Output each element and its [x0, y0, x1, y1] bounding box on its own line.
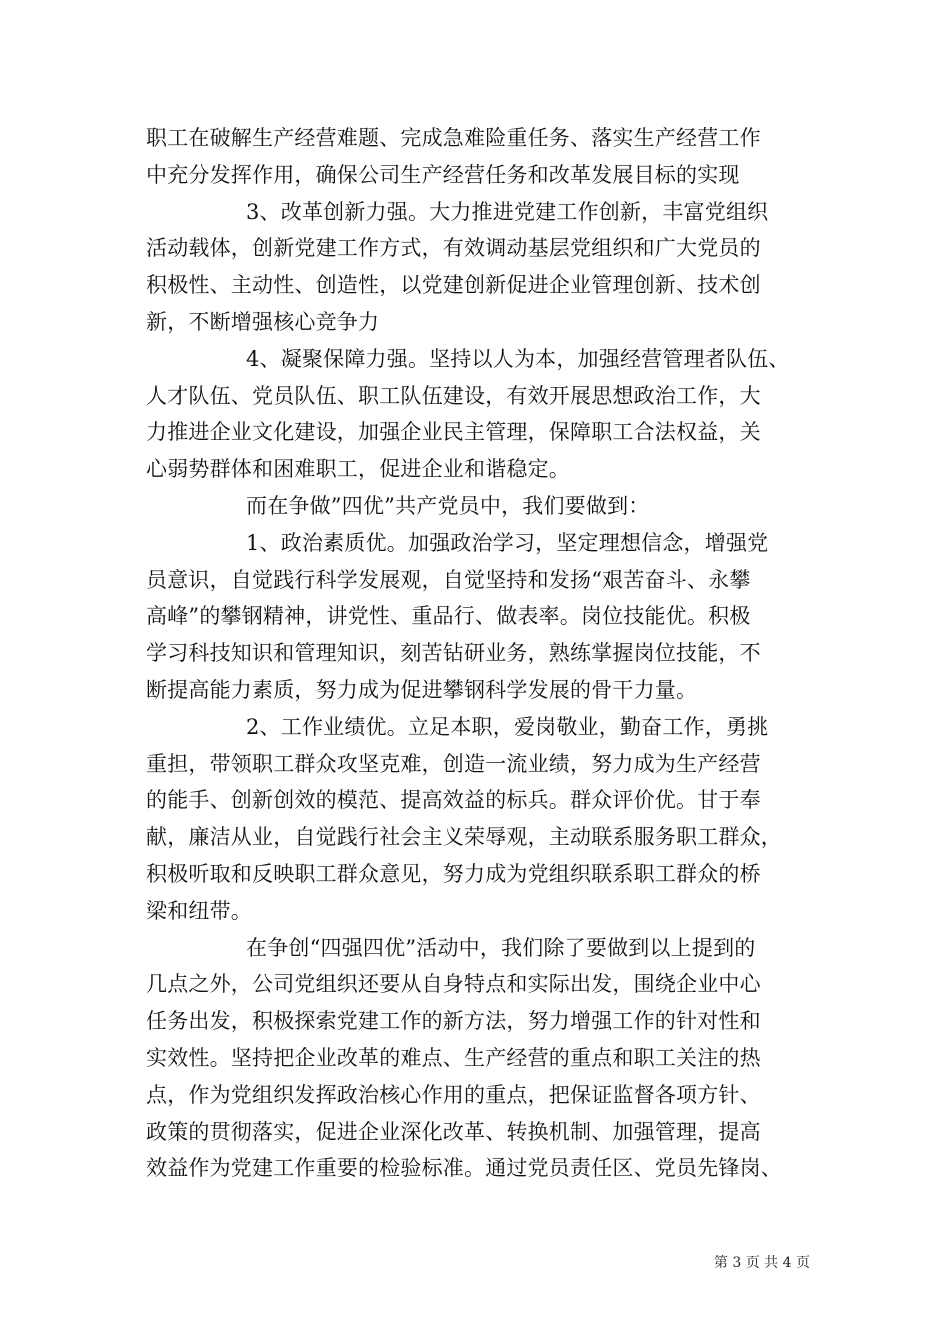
- text-line: 重担，带领职工群众攻坚克难，创造一流业绩，努力成为生产经营: [146, 751, 761, 776]
- text-line: 新，不断增强核心竞争力: [146, 309, 380, 334]
- text-line: 中充分发挥作用，确保公司生产经营任务和改革发展目标的实现: [146, 162, 740, 187]
- text-line: 人才队伍、党员队伍、职工队伍建设，有效开展思想政治工作，大: [146, 383, 761, 408]
- page-number: 第 3 页 共 4 页: [713, 1255, 810, 1271]
- text-line: 高峰”的攀钢精神，讲党性、重品行、做表率。岗位技能优。积极: [146, 604, 751, 629]
- text-line: 学习科技知识和管理知识，刻苦钻研业务，熟练掌握岗位技能，不: [146, 641, 761, 666]
- text-line: 的能手、创新创效的模范、提高效益的标兵。群众评价优。甘于奉: [146, 788, 761, 813]
- text-line: 梁和纽带。: [146, 898, 252, 923]
- text-line: 政策的贯彻落实，促进企业深化改革、转换机制、加强管理，提高: [146, 1119, 761, 1144]
- text-line: 员意识，自觉践行科学发展观，自觉坚持和发扬“艰苦奋斗、永攀: [146, 567, 751, 592]
- text-line: 效益作为党建工作重要的检验标准。通过党员责任区、党员先锋岗、: [146, 1156, 782, 1181]
- text-line: 任务出发，积极探索党建工作的新方法，努力增强工作的针对性和: [146, 1009, 761, 1034]
- text-line: 3、改革创新力强。大力推进党建工作创新，丰富党组织: [246, 199, 769, 224]
- text-line: 实效性。坚持把企业改革的难点、生产经营的重点和职工关注的热: [146, 1045, 761, 1070]
- text-line: 而在争做”四优”共产党员中，我们要做到：: [246, 493, 650, 518]
- text-line: 点，作为党组织发挥政治核心作用的重点，把保证监督各项方针、: [146, 1082, 761, 1107]
- text-line: 职工在破解生产经营难题、完成急难险重任务、落实生产经营工作: [146, 126, 761, 150]
- text-line: 4、凝聚保障力强。坚持以人为本，加强经营管理者队伍、: [246, 346, 790, 371]
- text-line: 断提高能力素质，努力成为促进攀钢科学发展的骨干力量。: [146, 677, 698, 702]
- text-line: 力推进企业文化建设，加强企业民主管理，保障职工合法权益，关: [146, 420, 761, 445]
- text-line: 2、工作业绩优。立足本职，爱岗敬业，勤奋工作，勇挑: [246, 714, 769, 739]
- text-line: 积极听取和反映职工群众意见，努力成为党组织联系职工群众的桥: [146, 861, 761, 886]
- text-line: 1、政治素质优。加强政治学习，坚定理想信念，增强党: [246, 530, 769, 555]
- text-line: 心弱势群体和困难职工，促进企业和谐稳定。: [146, 457, 570, 482]
- document-body: [146, 120, 810, 1187]
- text-line: 活动载体，创新党建工作方式，有效调动基层党组织和广大党员的: [146, 236, 761, 261]
- text-line: 献，廉洁从业，自觉践行社会主义荣辱观，主动联系服务职工群众，: [146, 825, 782, 850]
- text-line: 在争创“四强四优”活动中，我们除了要做到以上提到的: [246, 935, 756, 960]
- text-line: 积极性、主动性、创造性，以党建创新促进企业管理创新、技术创: [146, 273, 761, 298]
- text-line: 几点之外，公司党组织还要从自身特点和实际出发，围绕企业中心: [146, 972, 761, 997]
